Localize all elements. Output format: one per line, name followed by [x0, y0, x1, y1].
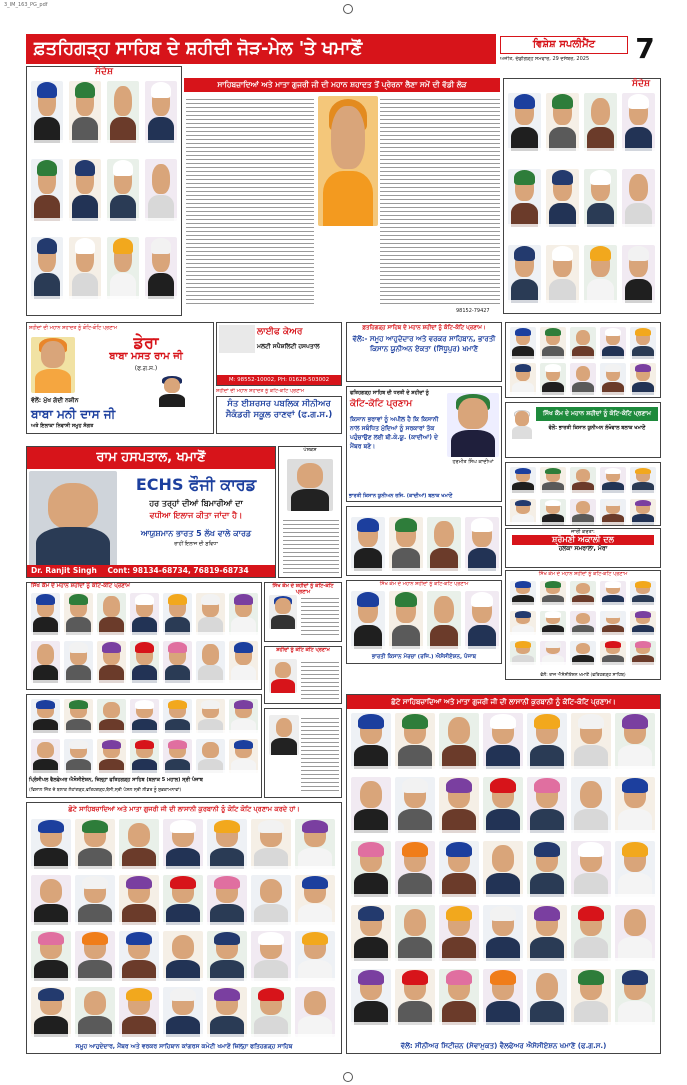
left-mid-group-2	[26, 694, 262, 798]
portrait-photo	[622, 245, 655, 303]
portrait-photo	[196, 641, 225, 683]
portrait-photo	[163, 641, 192, 683]
hospital-ayushman: ਆਯੁਸ਼ਮਾਨ ਭਾਰਤ 5 ਲੱਖ ਵਾਲੇ ਕਾਰਡ	[140, 529, 252, 538]
small-koti-2-text	[301, 659, 339, 699]
portrait-photo	[207, 931, 247, 981]
doctor-name: Dr. Ranjit Singh	[31, 566, 97, 575]
portrait-photo	[107, 159, 139, 221]
small-koti-2	[264, 646, 342, 704]
small-koti-3	[264, 708, 342, 798]
baba-by: ਵੱਲੋਂ: ਮੁੱਖ ਗੱਦੀ ਨਸ਼ੀਨ	[31, 397, 79, 404]
portrait-photo	[295, 931, 335, 981]
portrait-photo	[31, 987, 71, 1037]
portrait-photo	[196, 739, 225, 773]
portrait-photo	[31, 739, 60, 773]
portrait-photo	[630, 641, 656, 665]
portrait-photo	[31, 81, 63, 143]
portrait-photo	[119, 987, 159, 1037]
portrait-photo	[229, 593, 258, 635]
left-mid-strip: ਸਿੱਖ ਕੌਮ ਦੇ ਮਹਾਨ ਸ਼ਹੀਦਾਂ ਨੂੰ ਕੋਟਿ-ਕੋਟਿ ਪ੍ਰਣਾਮ	[31, 583, 130, 589]
lifecare-sub: ਮਲਟੀ ਸਪੈਸ਼ਲਿਟੀ ਹਸਪਤਾਲ	[257, 343, 320, 350]
sahibzade-right-footer: ਵੱਲੋਂ: ਸੀਨੀਅਰ ਸਿਟੀਜ਼ਨ (ਸੇਵਾਮੁਕਤ) ਵੈਲਫੇਅਰ ਐਸੋਸੀਏਸ਼ਨ ਖਮਾਣੋਂ (ਫ.ਗ.ਸ.)	[347, 1039, 660, 1053]
registration-mark-bottom	[343, 1072, 353, 1082]
portrait-photo	[510, 467, 536, 493]
sikh-koti-2-by: ਵੱਲੋਂ: ਰਾਜ ਐਸੋਸੀਏਸ਼ਨ ਖਮਾਣੋਂ (ਫਤਿਹਗੜ੍ਹ ਸਾਹਿਬ)	[540, 673, 626, 678]
school-name: ਸੰਤ ਈਸ਼ਰਸਰ ਪਬਲਿਕ ਸੀਨੀਅਰ ਸੈਕੰਡਰੀ ਸਕੂਲ ਰਾਣਵਾਂ (ਫ.ਗ.ਸ.)	[225, 399, 333, 420]
dateline: ਅਜੀਤ, ਚੰਡੀਗੜ੍ਹ ਸੋਮਵਾਰ, 29 ਦਸੰਬਰ, 2025	[500, 56, 590, 62]
portrait-photo	[75, 875, 115, 925]
small-koti-1-title: ਸਿੱਖ ਕੌਮ ਦੇ ਸ਼ਹੀਦਾਂ ਨੂੰ ਕੋਟਿ-ਕੋਟਿ ਪ੍ਰਣਾਮ	[272, 583, 334, 595]
sikh-koti-2: ਸਿੱਖ ਕੌਮ ਦੇ ਮਹਾਨ ਸ਼ਹੀਦਾਂ ਨੂੰ ਕੋਟਿ-ਕੋਟਿ ਪ੍ਰਣਾਮ	[538, 571, 628, 577]
supplement-box	[500, 36, 628, 54]
hospital-ayushman-sub: ਰਾਹੀਂ ਇਲਾਜ ਦੀ ਸੁਵਿਧਾ	[174, 541, 218, 547]
small-koti-1-photo	[269, 595, 297, 629]
kisan-ad	[346, 322, 502, 382]
portrait-photo	[630, 581, 656, 605]
portrait-photo	[145, 159, 177, 221]
portrait-photo	[31, 593, 60, 635]
portrait-photo	[483, 969, 523, 1025]
portrait-photo	[31, 237, 63, 299]
portrait-photo	[251, 819, 291, 869]
school-ad	[216, 396, 342, 434]
koti-head: ਫਤਿਹਗੜ੍ਹ ਸਾਹਿਬ ਦੀ ਧਰਤੀ ਦੇ ਸ਼ਹੀਦਾਂ ਨੂੰ	[350, 390, 429, 396]
lifecare-building	[219, 325, 255, 353]
koti-body: ਕਿਸਾਨ ਭਰਾਵਾਂ ਨੂੰ ਅਪੀਲ ਹੈ ਕਿ ਕਿਸਾਨੀ ਨਾਲ ਸਬੰਧਿਤ ਮੁੱਦਿਆਂ ਨੂੰ ਸਰਕਾਰਾਂ ਤੱਕ ਪਹੁੰਚਾਉਣ ਲਈ ਬੀ.ਕੇ.ਯੂ. (ਕਾਦੀਆਂ) ਦੇ ਮੈਂਬਰ ਬਣੋ।	[350, 416, 439, 450]
portrait-photo	[600, 327, 626, 359]
editor-text	[283, 517, 339, 573]
portrait-photo	[630, 611, 656, 635]
koti-ad	[346, 386, 502, 502]
portrait-photo	[69, 237, 101, 299]
portrait-photo	[427, 517, 461, 571]
portrait-photo	[546, 93, 579, 151]
center-group-2	[346, 580, 502, 664]
portrait-photo	[615, 969, 655, 1025]
portrait-photo	[31, 819, 71, 869]
baba-successor: ਬਾਬਾ ਮਨੀ ਦਾਸ ਜੀ	[31, 407, 116, 421]
portrait-photo	[163, 875, 203, 925]
portrait-photo	[130, 593, 159, 635]
portrait-photo	[600, 611, 626, 635]
lead-article-text-right	[380, 96, 500, 306]
portrait-photo	[483, 905, 523, 961]
portrait-photo	[527, 905, 567, 961]
sikh-koti-by: ਵੱਲੋਂ: ਭਾਰਤੀ ਕਿਸਾਨ ਯੂਨੀਅਨ ਲੱਖੋਵਾਲ ਬਲਾਕ ਖਮਾਣੋਂ	[548, 425, 646, 431]
baba-footer: ਅਤੇ ਇਲਾਕਾ ਨਿਵਾਸੀ ਸਮੂਹ ਸੰਗਤ	[31, 423, 94, 429]
koti-person: ਹਰਮੀਤ ਸਿੰਘ ਕਾਦੀਆਂ	[452, 459, 494, 465]
lifecare-title: ਲਾਈਫ ਕੇਅਰ	[257, 327, 303, 337]
ram-hospital-ad	[26, 446, 276, 578]
portrait-photo	[395, 777, 435, 833]
portrait-photo	[351, 905, 391, 961]
hospital-name: ਰਾਮ ਹਸਪਤਾਲ, ਖਮਾਣੋਂ	[27, 447, 275, 469]
portrait-photo	[571, 841, 611, 897]
left-mid-group	[26, 582, 262, 690]
portrait-photo	[439, 777, 479, 833]
hospital-line1: ਹਰ ਤਰ੍ਹਾਂ ਦੀਆਂ ਬਿਮਾਰੀਆਂ ਦਾ	[149, 499, 243, 508]
portrait-photo	[395, 905, 435, 961]
portrait-photo	[97, 699, 126, 733]
kisan-by: ਵੱਲੋਂ:- ਸਮੂਹ ਆਹੁਦੇਦਾਰ ਅਤੇ ਵਰਕਰ ਸਾਹਿਬਾਨ, ਭਾਰਤੀ ਕਿਸਾਨ ਯੂਨੀਅਨ ਏਕਤਾ (ਸਿੱਧੂਪੁਰ) ਖਮਾਣੋਂ	[352, 335, 496, 353]
sahibzade-left-block	[26, 802, 342, 1054]
portrait-photo	[75, 819, 115, 869]
portrait-photo	[510, 641, 536, 665]
baba-dera: ਡੇਰਾ	[133, 333, 159, 352]
hospital-line2: ਵਧੀਆ ਇਲਾਜ ਕੀਤਾ ਜਾਂਦਾ ਹੈ।	[149, 511, 243, 520]
portrait-photo	[510, 363, 536, 395]
portrait-photo	[119, 931, 159, 981]
portrait-photo	[584, 169, 617, 227]
portrait-photo	[69, 81, 101, 143]
portrait-photo	[97, 739, 126, 773]
portrait-photo	[351, 841, 391, 897]
kisan-headline: ਫ਼ਤਹਿਗੜ੍ਹ ਸਾਹਿਬ ਦੇ ਮਹਾਨ ਸ਼ਹੀਦਾਂ ਨੂੰ ਕੋਟਿ-ਕੋਟਿ ਪ੍ਰਣਾਮ।	[362, 325, 486, 331]
left-mid-footer2: (ਵਿਸ਼ਾਲ ਜਿੱਤ ਦੇ ਬਲਾਕ ਲੋਹਾਂਗੜ੍ਹ,ਫਤਿਹਗੜ੍ਹ,ਬੱਸੀ,ਸ੍ਰੀ ਪੋਸ਼ਲ ਸ੍ਰੀ ਲੀਡਰ ਨੂੰ ਸ਼ੁਭਕਾਮਨਾਵਾਂ)	[29, 788, 182, 793]
portrait-photo	[527, 841, 567, 897]
portrait-photo	[31, 641, 60, 683]
message-left-title: ਸੰਦੇਸ਼	[27, 67, 181, 77]
sahibzade-left-title: ਛੋਟੇ ਸਾਹਿਬਜ਼ਾਦਿਆਂ ਅਤੇ ਮਾਤਾ ਗੁਜਰੀ ਜੀ ਦੀ ਲਾਸਾਨੀ ਕੁਰਬਾਨੀ ਨੂੰ ਕੋਟਿ ਕੋਟਿ ਪ੍ਰਣਾਮ ਕਰਦੇ ਹਾਂ।	[68, 805, 300, 813]
portrait-photo	[570, 611, 596, 635]
portrait-photo	[527, 777, 567, 833]
portrait-photo	[207, 987, 247, 1037]
small-koti-1-text	[301, 595, 339, 635]
small-koti-3-text	[301, 715, 339, 791]
center-group-1	[346, 506, 502, 576]
left-mid-footer1: ਪ੍ਰਿੰਸੀਪਲ ਵੈਲਫੇਅਰ ਐਸੋਸੀਏਸ਼ਨ, ਜ਼ਿਲ੍ਹਾ ਫਤਿਹਗੜ੍ਹ ਸਾਹਿਬ (ਬਲਾਕ 5 ਮਹਾਲ) ਸ੍ਰੀ ਪੰਜਾਬ	[29, 777, 203, 783]
portrait-photo	[295, 819, 335, 869]
hospital-footer	[27, 565, 275, 577]
portrait-photo	[540, 611, 566, 635]
lead-headline: ਸਾਹਿਬਜ਼ਾਦਿਆਂ ਅਤੇ ਮਾਤਾ ਗੁਜਰੀ ਜੀ ਦੀ ਮਹਾਨ ਸ਼ਹਾਦਤ ਤੋਂ ਪ੍ਰੇਰਨਾ ਲੈਣਾ ਸਮੇਂ ਦੀ ਵੱਡੀ ਲੋੜ	[217, 80, 467, 89]
portrait-photo	[540, 327, 566, 359]
portrait-photo	[570, 467, 596, 493]
portrait-photo	[64, 593, 93, 635]
portrait-photo	[615, 713, 655, 769]
portrait-photo	[145, 237, 177, 299]
portrait-photo	[600, 641, 626, 665]
portrait-photo	[107, 237, 139, 299]
portrait-photo	[584, 245, 617, 303]
right-grid-2	[505, 462, 661, 526]
portrait-photo	[351, 969, 391, 1025]
portrait-photo	[163, 593, 192, 635]
portrait-photo	[31, 699, 60, 733]
small-koti-2-title: ਸ਼ਹੀਦਾਂ ਨੂੰ ਕੋਟਿ ਕੋਟਿ ਪ੍ਰਣਾਮ	[276, 647, 330, 653]
portrait-photo	[295, 987, 335, 1037]
portrait-photo	[251, 875, 291, 925]
portrait-photo	[570, 363, 596, 395]
portrait-photo	[196, 593, 225, 635]
portrait-photo	[571, 905, 611, 961]
lead-phone: 98152-79427	[456, 308, 490, 314]
portrait-photo	[510, 327, 536, 359]
portrait-photo	[69, 159, 101, 221]
portrait-photo	[163, 931, 203, 981]
portrait-photo	[600, 581, 626, 605]
portrait-photo	[439, 713, 479, 769]
portrait-photo	[130, 739, 159, 773]
portrait-photo	[207, 819, 247, 869]
portrait-photo	[571, 969, 611, 1025]
portrait-photo	[615, 905, 655, 961]
portrait-photo	[439, 905, 479, 961]
portrait-photo	[546, 245, 579, 303]
portrait-photo	[439, 841, 479, 897]
message-right-title: ਸੰਦੇਸ਼	[632, 79, 650, 89]
portrait-photo	[510, 581, 536, 605]
baba-ad	[26, 322, 214, 434]
small-koti-3-photo	[269, 715, 299, 755]
portrait-photo	[229, 739, 258, 773]
portrait-photo	[395, 969, 435, 1025]
portrait-photo	[130, 699, 159, 733]
right-grid-3	[505, 570, 661, 680]
portrait-photo	[540, 467, 566, 493]
portrait-photo	[630, 327, 656, 359]
portrait-photo	[97, 593, 126, 635]
hospital-contact: Cont: 98134-68734, 76819-68734	[107, 566, 249, 575]
message-right-block	[503, 78, 661, 314]
lifecare-phone: M: 98552-10002, PH: 01628-503002	[217, 375, 341, 385]
morcha-footer: ਭਾਰਤੀ ਕਿਸਾਨ ਮੋਰਚਾ (ਰਜਿ.) ਐਸੋਸੀਏਸ਼ਨ, ਪੰਜਾਬ	[371, 654, 477, 660]
small-koti-2-photo	[269, 659, 297, 693]
portrait-photo	[97, 641, 126, 683]
portrait-photo	[145, 81, 177, 143]
hospital-echs: ECHS ਫੌਜੀ ਕਾਰਡ	[135, 475, 257, 494]
portrait-photo	[615, 841, 655, 897]
portrait-photo	[75, 987, 115, 1037]
portrait-photo	[508, 169, 541, 227]
akali-sub: ਹਲਕਾ ਸਮਰਾਲਾ, ਮੋਰਾ	[558, 545, 608, 552]
lifecare-ad	[216, 322, 342, 386]
portrait-photo	[251, 931, 291, 981]
portrait-photo	[600, 499, 626, 525]
baba-successor-photo	[157, 375, 187, 407]
portrait-photo	[229, 641, 258, 683]
koti-footer: ਭਾਰਤੀ ਕਿਸਾਨ ਯੂਨੀਅਨ ਰਜਿ. (ਕਾਦੀਆਂ) ਬਲਾਕ ਖਮਾਣੋਂ	[349, 493, 453, 499]
portrait-photo	[163, 819, 203, 869]
portrait-photo	[395, 713, 435, 769]
portrait-photo	[251, 987, 291, 1037]
portrait-photo	[119, 875, 159, 925]
portrait-photo	[130, 641, 159, 683]
editor-photo	[287, 459, 333, 511]
supplement-label: ਵਿਸ਼ੇਸ਼ ਸਪਲੀਮੈਂਟ	[532, 39, 596, 50]
portrait-photo	[107, 81, 139, 143]
portrait-photo	[527, 713, 567, 769]
portrait-photo	[584, 93, 617, 151]
koti-photo	[447, 393, 499, 457]
portrait-photo	[540, 581, 566, 605]
sahibzade-left-footer: ਸਮੂਹ ਆਹੁਦੇਦਾਰ, ਮੈਂਬਰ ਅਤੇ ਵਰਕਰ ਸਾਹਿਬਾਨ ਕਾਂਗਰਸ ਕਮੇਟੀ ਖਮਾਣੋਂ ਜ਼ਿਲ੍ਹਾ ਫਤਿਹਗੜ੍ਹ ਸਾਹਿਬ	[75, 1043, 293, 1050]
print-slug: 3_IM_163_PG_pdf	[4, 2, 48, 8]
portrait-photo	[351, 517, 385, 571]
baba-photo	[31, 337, 75, 393]
portrait-photo	[31, 159, 63, 221]
portrait-photo	[31, 875, 71, 925]
sahibzade-right-title: ਛੋਟੇ ਸਾਹਿਬਜ਼ਾਦਿਆਂ ਅਤੇ ਮਾਤਾ ਗੁਜਰੀ ਜੀ ਦੀ ਲਾਸਾਨੀ ਕੁਰਬਾਨੀ ਨੂੰ ਕੋਟਿ-ਕੋਟਿ ਪ੍ਰਣਾਮ।	[347, 695, 660, 709]
sikh-koti-ad	[505, 402, 661, 458]
message-left-block	[26, 66, 182, 316]
portrait-photo	[510, 611, 536, 635]
sahibzade-right-block	[346, 694, 661, 1054]
portrait-photo	[570, 327, 596, 359]
portrait-photo	[207, 875, 247, 925]
portrait-photo	[75, 931, 115, 981]
registration-mark	[343, 4, 353, 14]
portrait-photo	[395, 841, 435, 897]
portrait-photo	[483, 713, 523, 769]
portrait-photo	[483, 777, 523, 833]
portrait-photo	[163, 987, 203, 1037]
portrait-photo	[295, 875, 335, 925]
portrait-photo	[570, 581, 596, 605]
akali-head: ਜਾਰੀ ਕਰਤਾ:	[571, 529, 595, 535]
portrait-photo	[439, 969, 479, 1025]
akali-name: ਸ਼੍ਰੋਮਣੀ ਅਕਾਲੀ ਦਲ	[512, 535, 654, 545]
portrait-photo	[229, 699, 258, 733]
right-grid-1	[505, 322, 661, 398]
portrait-photo	[427, 591, 461, 649]
lead-article-text-left	[186, 96, 314, 306]
portrait-photo	[119, 819, 159, 869]
portrait-photo	[64, 641, 93, 683]
school-strip: ਸ਼ਹੀਦਾਂ ਦੀ ਮਹਾਨ ਸ਼ਹਾਦਤ ਨੂੰ ਕੋਟਿ-ਕੋਟਿ ਪ੍ਰਣਾਮ	[216, 388, 305, 394]
portrait-photo	[465, 591, 499, 649]
baba-strip: ਸ਼ਹੀਦਾਂ ਦੀ ਮਹਾਨ ਸ਼ਹਾਦਤ ਨੂੰ ਕੋਟਿ-ਕੋਟਿ ਪ੍ਰਣਾਮ	[29, 325, 118, 331]
portrait-photo	[64, 699, 93, 733]
portrait-photo	[389, 591, 423, 649]
portrait-photo	[540, 363, 566, 395]
portrait-photo	[571, 713, 611, 769]
portrait-photo	[630, 363, 656, 395]
portrait-photo	[546, 169, 579, 227]
portrait-photo	[600, 363, 626, 395]
page-number: 7	[635, 32, 655, 65]
editor-label: ਪੇਸ਼ਕਸ਼	[303, 447, 317, 453]
akali-ad	[505, 528, 661, 568]
portrait-photo	[389, 517, 423, 571]
portrait-photo	[571, 777, 611, 833]
portrait-photo	[622, 93, 655, 151]
portrait-photo	[163, 739, 192, 773]
lead-photo-saint	[318, 96, 378, 226]
portrait-photo	[163, 699, 192, 733]
masthead-title: ਫ਼ਤਹਿਗੜ੍ਹ ਸਾਹਿਬ ਦੇ ਸ਼ਹੀਦੀ ਜੋੜ-ਮੇਲ 'ਤੇ ਖਮਾਣੋਂ	[34, 38, 363, 59]
sikh-koti-title: ਸਿੱਖ ਕੌਮ ਦੇ ਮਹਾਨ ਸ਼ਹੀਦਾਂ ਨੂੰ ਕੋਟਿ-ਕੋਟਿ ਪ੍ਰਣਾਮ	[536, 407, 658, 421]
portrait-photo	[540, 499, 566, 525]
portrait-photo	[630, 467, 656, 493]
portrait-photo	[196, 699, 225, 733]
portrait-photo	[600, 467, 626, 493]
portrait-photo	[31, 931, 71, 981]
portrait-photo	[510, 499, 536, 525]
portrait-photo	[351, 591, 385, 649]
portrait-photo	[570, 641, 596, 665]
baba-name: ਬਾਬਾ ਮਸਤ ਰਾਮ ਜੀ	[109, 351, 183, 362]
portrait-photo	[540, 641, 566, 665]
portrait-photo	[351, 777, 391, 833]
sikh-koti-photo	[510, 409, 534, 439]
doctor-photo	[29, 471, 117, 567]
lead-headline-bar	[184, 78, 500, 92]
portrait-photo	[615, 777, 655, 833]
portrait-photo	[508, 93, 541, 151]
editor-block	[278, 446, 342, 578]
baba-fgs: (ਫ.ਗ.ਸ.)	[134, 365, 158, 372]
portrait-photo	[508, 245, 541, 303]
koti-title: ਕੋਟਿ-ਕੋਟਿ ਪ੍ਰਣਾਮ	[350, 399, 413, 409]
portrait-photo	[465, 517, 499, 571]
small-koti-1	[264, 582, 342, 642]
mohan-strip: ਸਿੱਖ ਕੌਮ ਦੇ ਮਹਾਨ ਸ਼ਹੀਦਾਂ ਨੂੰ ਕੋਟਿ-ਕੋਟਿ ਪ੍ਰਣਾਮ	[379, 581, 469, 587]
masthead-banner	[26, 34, 496, 64]
portrait-photo	[527, 969, 567, 1025]
portrait-photo	[570, 499, 596, 525]
portrait-photo	[622, 169, 655, 227]
portrait-photo	[64, 739, 93, 773]
portrait-photo	[483, 841, 523, 897]
portrait-photo	[351, 713, 391, 769]
portrait-photo	[630, 499, 656, 525]
